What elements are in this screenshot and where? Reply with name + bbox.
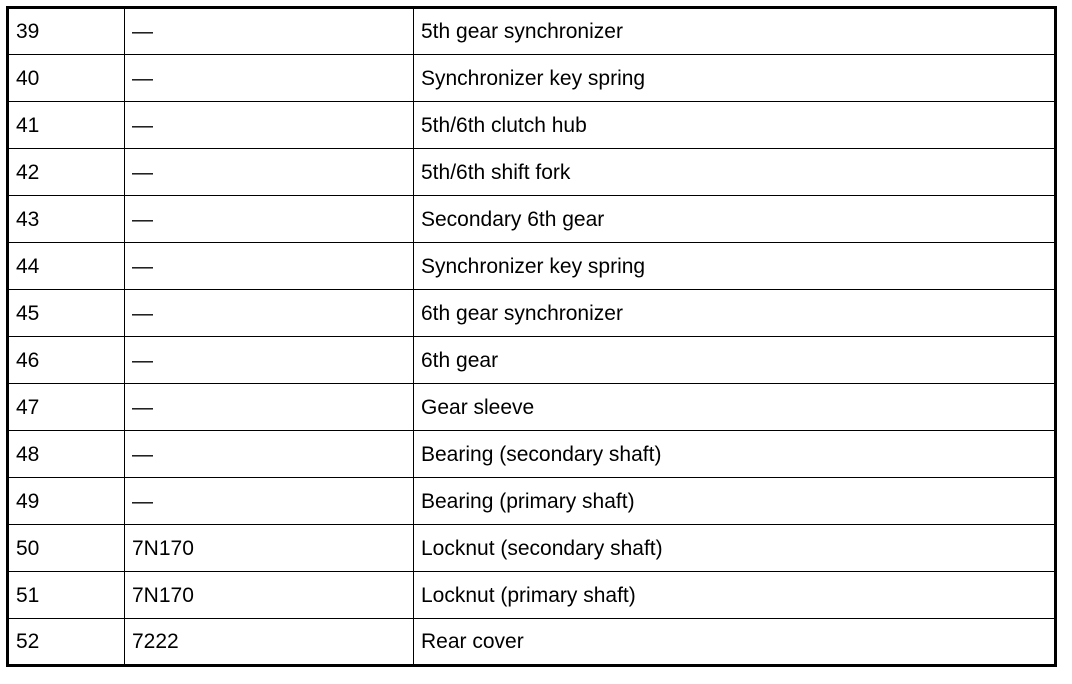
table-row (8, 149, 1056, 196)
item-number-cell: 39 (8, 8, 125, 55)
item-number-cell: 44 (8, 243, 125, 290)
item-number-cell: 41 (8, 102, 125, 149)
parts-table (6, 6, 1057, 667)
part-number-cell: — (125, 8, 414, 55)
description-cell: 6th gear (414, 337, 1056, 384)
description-cell: 5th/6th clutch hub (414, 102, 1056, 149)
part-number-cell: 7222 (125, 619, 414, 666)
description-cell: Secondary 6th gear (414, 196, 1056, 243)
item-number-cell: 52 (8, 619, 125, 666)
table-row (8, 478, 1056, 525)
item-number-cell: 42 (8, 149, 125, 196)
part-number-cell: — (125, 431, 414, 478)
description-cell: Synchronizer key spring (414, 243, 1056, 290)
table-row (8, 8, 1056, 55)
table-row (8, 243, 1056, 290)
item-number-cell: 45 (8, 290, 125, 337)
description-cell: Locknut (secondary shaft) (414, 525, 1056, 572)
description-cell: 5th/6th shift fork (414, 149, 1056, 196)
description-cell: Gear sleeve (414, 384, 1056, 431)
description-cell: Bearing (secondary shaft) (414, 431, 1056, 478)
table-row (8, 431, 1056, 478)
description-cell: Rear cover (414, 619, 1056, 666)
part-number-cell: 7N170 (125, 572, 414, 619)
part-number-cell: — (125, 290, 414, 337)
table-row (8, 196, 1056, 243)
table-row (8, 384, 1056, 431)
description-cell: Bearing (primary shaft) (414, 478, 1056, 525)
table-row (8, 619, 1056, 666)
part-number-cell: — (125, 384, 414, 431)
part-number-cell: — (125, 243, 414, 290)
item-number-cell: 43 (8, 196, 125, 243)
item-number-cell: 51 (8, 572, 125, 619)
table-row (8, 572, 1056, 619)
description-cell: 5th gear synchronizer (414, 8, 1056, 55)
table-row (8, 290, 1056, 337)
description-cell: Synchronizer key spring (414, 55, 1056, 102)
table-body (8, 8, 1056, 666)
part-number-cell: — (125, 337, 414, 384)
part-number-cell: 7N170 (125, 525, 414, 572)
item-number-cell: 48 (8, 431, 125, 478)
part-number-cell: — (125, 55, 414, 102)
part-number-cell: — (125, 478, 414, 525)
part-number-cell: — (125, 196, 414, 243)
part-number-cell: — (125, 102, 414, 149)
item-number-cell: 40 (8, 55, 125, 102)
part-number-cell: — (125, 149, 414, 196)
item-number-cell: 49 (8, 478, 125, 525)
item-number-cell: 46 (8, 337, 125, 384)
description-cell: 6th gear synchronizer (414, 290, 1056, 337)
item-number-cell: 47 (8, 384, 125, 431)
description-cell: Locknut (primary shaft) (414, 572, 1056, 619)
table-row (8, 55, 1056, 102)
table-row (8, 102, 1056, 149)
table-row (8, 337, 1056, 384)
item-number-cell: 50 (8, 525, 125, 572)
table-row (8, 525, 1056, 572)
